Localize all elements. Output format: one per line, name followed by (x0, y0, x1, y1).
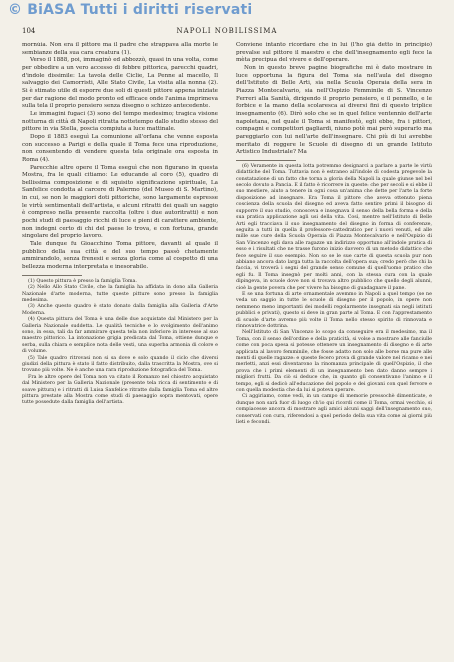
footnote: (1) Questo pittura è presso la famiglia Toma. (28, 278, 137, 284)
journal-title: NAPOLI NOBILISSIMA (176, 27, 278, 35)
paragraph: mornùia. Non era il pittore ma il padre che strappava alla morte le sembianze della sua cara creatura (1). (22, 42, 218, 56)
footnote: Fra le altre opere del Toma non va citato il Romanzo nel chiostro acquistato dal Ministero per la Galleria Nazionale (presente tela ricca di sentimento e di soave pittura) e i ritratti di Luisa Sanfelice ritratte dalla famiglia Toma ed altre pittura prestate alla Mostra come studi di paesaggio sopra mentovati, opere tutte possedute dalla famiglia dell'artista. (22, 374, 218, 406)
footnote: (4) Questa pittura del Toma è una delle due acquistate dal Ministero per la Galleria Nazionale suddetta. Le qualità tecniche e lo svolgimento dell'animo sono, in essa, tali da far ammirare questa tela non inferiore in interesse al suo maestro pittorico. La intonazione grigia predicata dal Toma, ottiene dunque e serba, sulla chiara e semplice nota delle vesti, una superba armonia di colore e di volume. (22, 317, 218, 355)
paragraph: Verso il 1888, poi, immaginò ed abbozzò, quasi in una volta, come per obbedire a un vero accesso di febbre pittorica, parecchi quadri, d'indole dissimile: La tavola delle Ciclie, La Penne al macello, Il salvaggio dei Camorristi, Alle Stato Civile, La visita alla nonna (2). Si è stimato utile di esporre due soli di questi pittore appena iniziate per dar ragione del modo pronto ed efficace onde l'anima imprimeva sulla tela il proprio pensiero senza disegno o schizzo antecedente. (22, 57, 218, 110)
footnote: (5) Tale quadro ritrovasi non si sa dove e solo quando il ciclo che diversi giudizi della pittura è stato il fatto distribuito, dalla trascritta la Mostra, ove si trovano più volte. Ne è anche una rara riproduzione fotografica del Toma. (22, 355, 218, 374)
page-number: 104 (22, 27, 36, 35)
page-header (22, 27, 432, 39)
paragraph: Le immagini fugaci (3) sono del tempo medesimo; tragica visione notturna di città di Napoli ritratta nottetempo dallo studio stesso del pittore in via Stella, poscia compiuta a luce mattinale. (22, 110, 218, 133)
paragraph: Parecchie altre opere il Toma eseguì che non figurano in questa Mostra, fra le quali citiamo: Le educande al coro (5), quadro di bellissima composizione e di squisito significazione spirituale, La Sanfelice condotta al carcere di Palermo (del Museo di S. Martino), in cui, se non le maggiori doti pittoriche, sono largamente espresse le virtù sentimentali dell'artista, e alcuni ritratti dei quali un saggio è compreso nella presente raccolta (oltre i due autoritratti) e non pochi studi di paesaggio ricchi di luce e pieni di carattere ambiente, non indegni certo di chi del paese lo trova, e con fortuna, grande singolare del proprio lavoro. (22, 164, 218, 240)
paragraph: Conviene intanto ricordare che in lui (l'ho già detto in principio) prevalse sul pittore il maestro e che dell'insegnamento egli fece la mèta precipua del vivere e dell'operare. (236, 42, 432, 64)
left-column (22, 42, 218, 654)
right-column (236, 42, 432, 654)
watermark: © BiASA Tutti i diritti riservati (8, 2, 253, 18)
footnote: (6) Veramente in questa lotta potremmo designarci a parlare a parte le virtù didattiche del Toma. Tuttavia non è estraneo all'indole di codesta pregevole la constatazione di un fatto che torna a gloria della Napoli la quale giunse nel bel secolo dovuto a Pancia. E il fatto è ricorrere in queste: che per secoli e si ebbe il suo mestiere, aiuto a tenere in ogni cosa un'anima che dette per l'arte la forte disposizione ad insegnare. Era Toma il pittore che aveva ottenuto piena coscienza della scuola del disegno ed aveva fatto sentire primi il bisogno di supporre il suo studio, conosceva e insegnava il senso della bella forma e della sua pratica applicazione agli usi della vita. Così, mentre nell'Istituto di Belle Arti egli tracciava il suo insegnamento del disegno in forma di conferenze, seguita a tutti in quella il professore-cattedratico per i nuovi venuti, ed alle mille sue cure della Scuola Operaia di Piazza Montecalvario e nell'Ospizio di San Vincenzo egli dava alle ragazze un indirizzo opportuno all'indole pratica di esso e i risultati che ne trasse furono inizio davvero di un metodo didattico che fece seguire il suo esempio. Non so se le sue carte di questa scuola pur non abbiano ancora dato larga tutta la raccolta dell'opera sua; credo però che chi la faccia, vi troverà i segni del grande senso comune di quell'uomo pratico che egli fu. Il Toma insegnò per molti anni, con la stessa cura con la quale dipingeva, in scuole dove non si trovava altro pubblico che quello degli alunni, cioè la gente povera che per vivere ha bisogno di guadagnare il pane. (236, 163, 432, 291)
footnote-divider (22, 275, 82, 276)
paragraph: Non in questo breve pagine biografiche mi è dato mostrare in luce opportuna la figura del Toma sia nell'aula del disegno dell'Istituto di Belle Arti, sia nella Scuola Operaia della sera in Piazza Montecalvario, sia nell'Ospizio Femminile di S. Vincenzo Ferreri alla Sanità, dirigendo il proprio pensiero, e il pennello, e le forbice e la mano della scolaresca ai diversi fini di questo triplice insegnamento (6). Dirò solo che se in quel felice ventennio dell'arte napoletana, nel quale il Toma si manifestò, egli ebbe, fra i pittori, compagni e competitori gagliardi, niuno potè mai però superarlo ma pareggiarlo con lui nell'arte dell'insegnare. Chi più di lui avrebbe meritato di reggere le Scuole di disegno di un grande Istituto Artistico Industriale? Ma (236, 64, 432, 156)
paragraph: Tale dunque fu Gioacchino Toma pittore, davanti al quale il pubblico della sua città e del suo tempo passò chetamente ammirandolo, senza frenesii e senza gloria come al cospetto di una bellezza moderna interpretata e inesorabile. (22, 241, 218, 271)
right-footnotes (236, 164, 432, 427)
footnote: (3) Anche questo quadro è stato donato dalla famiglia alla Galleria d'Arte Moderna. (22, 304, 218, 316)
footnote-divider (236, 160, 296, 161)
left-body (22, 42, 218, 272)
right-body (236, 42, 432, 157)
footnote: Ci aggiriamo, come vedi, in un campo di memorie pressochè dimenticate, e dunque non sarà fuor di luogo ch'io qui ricordi come il Toma, ormai vecchio, si compiacesse ancora di mostrare agli amici alcuni saggi dell'insegnamento suo, conservati con cura, riferendosi a quel periodo della sua vita come ai giorni più lieti e fecondi. (236, 394, 432, 426)
paragraph: Dopo il 1883 eseguì La comunione all'orfana che venne esposta con successo a Parigi e della quale il Toma fece una riproduzione, non consentendo di vendere questa tela originale ora esposta in Roma (4). (22, 133, 218, 163)
footnote: E se una fortuna di arte ornamentale avemmo in Napoli a quel tempo (se ne veda un saggio in tutte le scuole di disegno per il popolo, in opere non nemmeno meno importanti dei modelli regolarmente insegnati sia negli istituti pubblici e privati), questo si deve in gran parte al Toma. E con l'apprestamento di scuole d'arte avremo più volte il Toma nello stesso spirito di rinnovata e rinnovatrice dottrina. (236, 291, 432, 329)
footnote: (2) Nello Allo Stato Civile, che la famiglia ha affidata in dono alla Galleria Nazionale d'arte moderna, tutte queste pitture sono presso la famiglia medesima. (22, 285, 218, 303)
footnote: Nell'Istituto di San Vincenzo lo scopo da conseguire era il medesimo, ma il Toma, con il senso dell'ordine e della praticità, si volse a mostrare alle fanciulle come con poca spesa si potesse ottenere un insegnamento di disegno e di arte applicata al lavoro femminile, che fosse adatto non solo alle borse ma pure alle menti di quelle ragazze: e queste fecero prova di grande valore nel ricamo e nei merletti, anzi essi diventarono la rinomanza principale di quell'Ospizio, il che prova che i primi elementi di un insegnamento ben dato danno sempre i migliori frutti. Da ciò si deduce che, in quanto gli consentivano l'animo e il tempo, egli si dedicò all'educazione del popolo e dei giovani con quel fervore e con quella modestia che da lui si poteva sperare. (236, 330, 432, 394)
left-footnotes (22, 279, 218, 407)
